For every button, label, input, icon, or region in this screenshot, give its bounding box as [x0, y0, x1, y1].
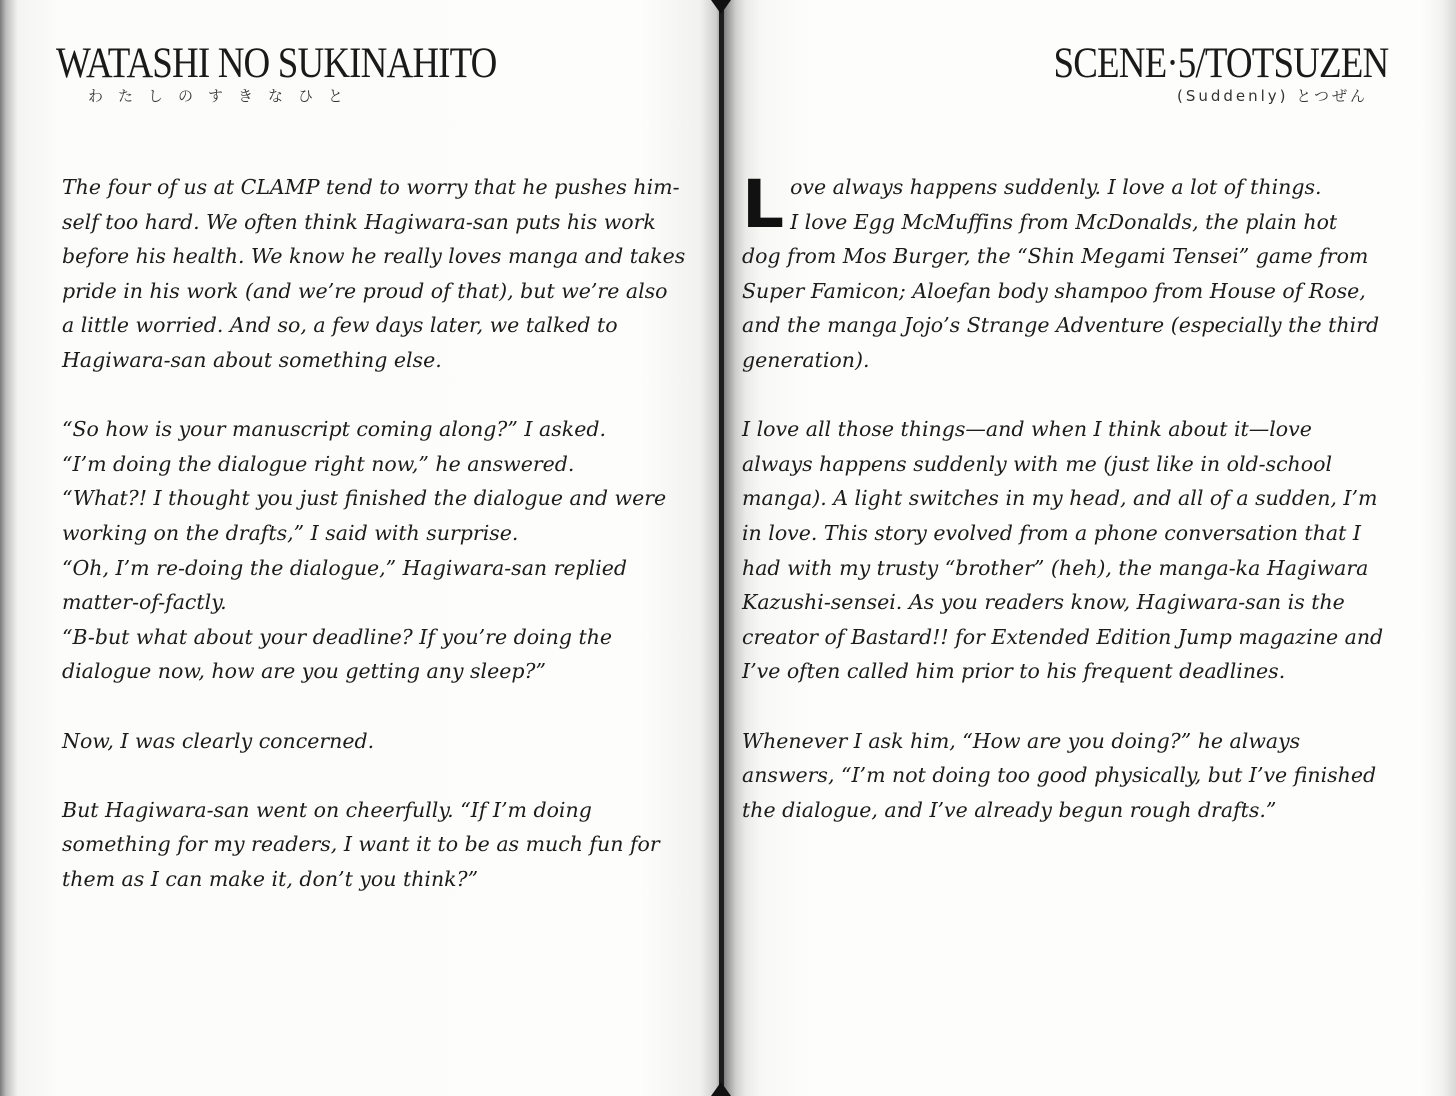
text-line: Now, I was clearly concerned.	[62, 728, 375, 753]
gutter-mark-top	[711, 0, 731, 14]
text-line: dog from Mos Burger, the “Shin Megami Tensei” game from	[742, 244, 1369, 269]
text-line: Super Famicon; Aloefan body shampoo from House of Rose,	[742, 278, 1366, 303]
text-line: “Oh, I’m re-doing the dialogue,” Hagiwara-san replied	[62, 555, 628, 580]
paragraph	[62, 793, 712, 897]
text-line: generation).	[742, 347, 870, 372]
right-page-subtitle: (Suddenly) とつぜん	[1176, 87, 1368, 105]
text-line: manga). A light switches in my head, and all of a sudden, I’m	[742, 486, 1378, 511]
right-page-body	[742, 166, 1392, 862]
text-line: Whenever I ask him, “How are you doing?” he always	[742, 728, 1301, 753]
text-line: and the manga Jojo’s Strange Adventure (especially the third	[742, 313, 1380, 338]
text-line: I love all those things—and when I think about it—love	[742, 417, 1312, 442]
paragraph	[62, 724, 712, 759]
text-line: before his health. We know he really loves manga and takes	[62, 244, 686, 269]
paragraph	[62, 412, 712, 689]
text-line: I love Egg McMuffins from McDonalds, the plain hot	[790, 209, 1338, 234]
text-line: working on the drafts,” I said with surprise.	[62, 520, 519, 545]
text-line: the dialogue, and I’ve already begun rough drafts.”	[742, 797, 1277, 822]
left-page-subtitle: わたしのすきなひと	[88, 87, 359, 105]
text-line: always happens suddenly with me (just like in old-school	[742, 451, 1332, 476]
paragraph	[742, 724, 1392, 828]
right-page-title: SCENE·5/TOTSUZEN	[1053, 40, 1388, 87]
text-line: answers, “I’m not doing too good physically, but I’ve finished	[742, 763, 1377, 788]
left-page-title: WATASHI NO SUKINAHITO	[56, 40, 497, 87]
text-line: dialogue now, how are you getting any sleep?”	[62, 659, 546, 684]
text-line: something for my readers, I want it to be as much fun for	[62, 832, 660, 857]
text-line: a little worried. And so, a few days later, we talked to	[62, 313, 618, 338]
text-line: Hagiwara-san about something else.	[62, 347, 442, 372]
text-line: Kazushi-sensei. As you readers know, Hagiwara-san is the	[742, 590, 1345, 615]
text-line: ove always happens suddenly. I love a lot of things.	[790, 175, 1322, 199]
text-line: “B-but what about your deadline? If you’re doing the	[62, 624, 613, 649]
paragraph	[742, 412, 1392, 689]
text-line: The four of us at CLAMP tend to worry that he pushes him-	[62, 175, 680, 199]
paragraph	[742, 166, 1392, 378]
text-line: had with my trusty “brother” (heh), the manga-ka Hagiwara	[742, 555, 1369, 580]
left-page	[0, 0, 722, 1096]
text-line: I’ve often called him prior to his frequent deadlines.	[742, 659, 1286, 684]
text-line: But Hagiwara-san went on cheerfully. “If I’m doing	[62, 797, 592, 822]
text-line: pride in his work (and we’re proud of that), but we’re also	[62, 278, 668, 303]
text-line: “I’m doing the dialogue right now,” he answered.	[62, 451, 575, 476]
text-line: “What?! I thought you just finished the dialogue and were	[62, 486, 667, 511]
drop-cap: L	[742, 166, 785, 243]
book-gutter	[719, 0, 724, 1096]
gutter-mark-bottom	[711, 1082, 731, 1096]
text-line: in love. This story evolved from a phone conversation that I	[742, 520, 1361, 545]
text-line: creator of Bastard!! for Extended Edition Jump magazine and	[742, 624, 1384, 649]
text-line: “So how is your manuscript coming along?” I asked.	[62, 417, 606, 442]
paragraph	[62, 170, 712, 378]
text-line: self too hard. We often think Hagiwara-san puts his work	[62, 209, 656, 234]
text-line: them as I can make it, don’t you think?”	[62, 866, 479, 891]
text-line: matter-of-factly.	[62, 590, 227, 615]
left-page-body	[62, 170, 712, 931]
